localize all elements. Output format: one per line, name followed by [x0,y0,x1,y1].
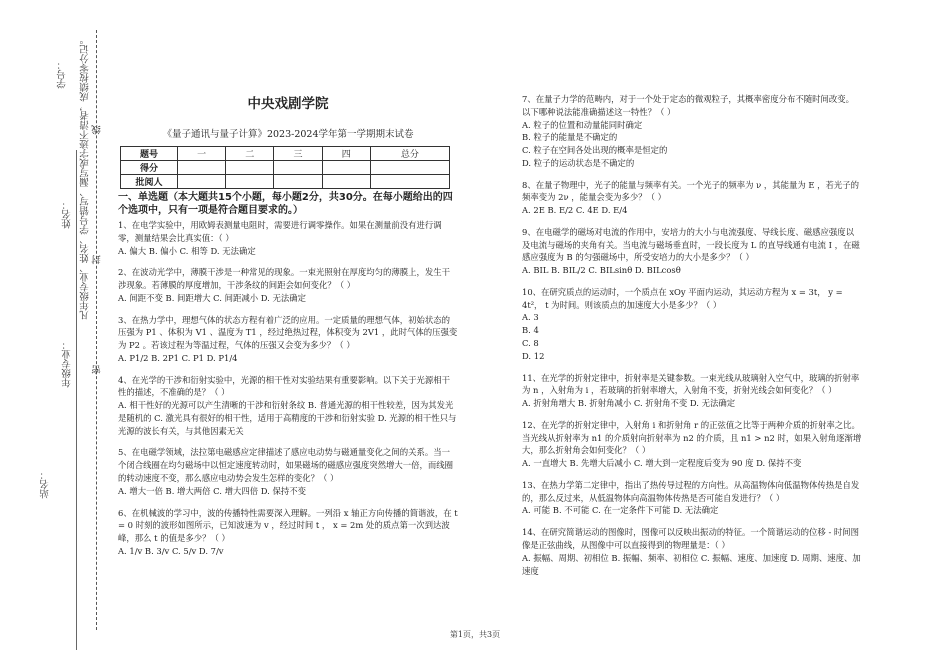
question-6 [118,507,458,558]
question-stem: 5、在电磁学领域，法拉第电磁感应定律描述了感应电动势与磁通量变化之间的关系。当一个闭合线圈在均匀磁场中以恒定速度转动时，如果磁场的磁感应强度突然增大一倍，而线圈的转动速度不变，那么感应电动势会发生怎样的变化？（ ） [118,447,453,484]
score-table-header-row [121,147,450,161]
score-cell [274,161,322,175]
question-options: A. 一直增大 B. 先增大后减小 C. 增大到一定程度后变为 90 度 D. 保持不变 [522,458,802,469]
score-cell [226,161,274,175]
binding-line-label-3: 密 [92,365,103,375]
question-options: A. 振幅、周期、初相位 B. 振幅、频率、初相位 C. 振幅、速度、加速度 D. 周期、速度、加速度 [522,552,861,576]
page-footer: 第1页，共3页 [449,630,501,639]
question-3 [118,314,458,365]
question-option: B. 粒子的能量是不确定的 [522,132,618,143]
score-table-row [121,175,450,189]
question-stem: 4、在光学的干涉和衍射实验中，光源的相干性对实验结果有重要影响。以下关于光源相干性的描述，不准确的是？（ ） [118,374,450,398]
question-option: C. 粒子在空间各处出现的概率是恒定的 [522,145,668,156]
question-stem: 14、在研究简谐运动的图像时，图像可以反映出振动的特征。一个简谐运动的位移 - 时间图像是正弦曲线，从图像中可以直接得到的物理量是：（ ） [522,527,860,550]
exam-title: 《量子通讯与量子计算》2023-2024学年第一学期期末试卷 [162,129,414,140]
student-id-label: 学号： [57,60,68,89]
right-column [522,93,862,586]
name-field-label: 姓名： [62,200,73,229]
score-header-cell: 三 [274,147,322,161]
score-header-cell: 二 [226,147,274,161]
question-options: A. 可能 B. 不可能 C. 在一定条件下可能 D. 无法确定 [522,505,719,516]
question-5 [118,446,458,497]
question-option: C. 8 [522,338,539,349]
score-header-cell: 题号 [121,147,178,161]
question-7 [522,93,862,170]
score-cell [274,175,322,189]
major-field-label: 年级专业： [62,340,73,388]
question-options: A. 折射角增大 B. 折射角减小 C. 折射角不变 D. 无法确定 [522,398,736,409]
school-name: 中央戏剧学院 [247,96,329,112]
question-options: A. 间距不变 B. 间距增大 C. 间距减小 D. 无法确定 [118,292,307,303]
binding-solid-line [76,150,77,650]
question-11 [522,372,862,410]
question-stem: 7、在量子力学的范畴内，对于一个处于定态的微观粒子，其概率密度分布不随时间改变。以下哪种说法能准确描述这一特性？（ ） [522,94,854,117]
question-options: A. 增大一倍 B. 增大两倍 C. 增大四倍 D. 保持不变 [118,485,307,496]
question-14 [522,526,862,577]
question-stem: 10、在研究质点的运动时，一个质点在 xOy 平面内运动，其运动方程为 x = 3t， y = 4t²， t 为时间。则该质点的加速度大小是多少？（ ） [522,286,843,310]
score-row-label: 得分 [121,161,178,175]
question-options: A. BIL B. BIL/2 C. BILsinθ D. BILcosθ [522,265,681,276]
question-stem: 1、在电学实验中，用欧姆表测量电阻时，需要进行调零操作。如果在测量前没有进行调零，测量结果会比真实值：（ ） [118,220,442,243]
question-option: A. 3 [522,312,539,323]
question-option: A. 粒子的位置和动量能同时确定 [522,119,643,130]
question-8 [522,179,862,217]
score-cell [370,175,449,189]
question-options: A. 1/v B. 3/v C. 5/v D. 7/v [118,545,224,556]
question-options: A. 偏大 B. 偏小 C. 相等 D. 无法确定 [118,245,256,256]
question-stem: 3、在热力学中，理想气体的状态方程有着广泛的应用。一定质量的理想气体，初始状态的压强为 P1 、体积为 V1 、温度为 T1 ，经过绝热过程，体积变为 2V1 ，此时气体的压强变为 P2 。若该过程为等温过程，气体的压强又会变为多少？（ ） [118,314,458,351]
score-cell [322,161,370,175]
question-options: A. 2E B. E/2 C. 4E D. E/4 [522,205,628,216]
question-stem: 11、在光学的折射定律中，折射率是关键参数。一束光线从玻璃射入空气中，玻璃的折射率为 n ，入射角为 i ，若玻璃的折射率增大，入射角不变，折射光线会如何变化？（ ） [522,372,860,396]
score-cell [370,161,449,175]
question-options: A. P1/2 B. 2P1 C. P1 D. P1/4 [118,352,238,363]
question-1 [118,219,458,257]
question-option: D. 粒子的运动状态是不确定的 [522,157,635,168]
question-stem: 13、在热力学第二定律中，指出了热传导过程的方向性。从高温物体向低温物体传热是自发的，那么反过来，从低温物体向高温物体传热是否可能自发进行？（ ） [522,479,860,503]
binding-line-label-1: 线 [92,125,103,135]
score-header-cell: 四 [322,147,370,161]
score-header-cell: 总分 [370,147,449,161]
question-4 [118,374,458,438]
score-table [120,146,450,189]
question-options: A. 相干性好的光源可以产生清晰的干涉和衍射条纹 B. 普通光源的相干性较差，因为其发光是随机的 C. 激光具有很好的相干性，适用于高精度的干涉和衍射实验 D. 光源的相干性只与光源的波长有关，与其他因素无关 [118,400,457,436]
question-option: B. 4 [522,325,539,336]
score-row-label: 批阅人 [121,175,178,189]
question-13 [522,479,862,517]
binding-dashed-line [96,30,97,630]
score-cell [322,175,370,189]
question-12 [522,419,862,470]
binding-line-label-2: 封 [92,255,103,265]
score-cell [178,175,226,189]
left-column [118,92,458,567]
section-heading: 一、单选题（本大题共15个小题，每小题2分，共30分。在每小题给出的四个选项中，只有一项是符合题目要求的。） [118,192,453,216]
question-stem: 9、在电磁学的磁场对电流的作用中，安培力的大小与电流强度、导线长度、磁感应强度以及电流与磁场的夹角有关。当电流与磁场垂直时，一段长度为 L 的直导线通有电流 I ，在磁感应强度为 B 的匀强磁场中，所受安培力的大小是多少？（ ） [522,226,860,263]
binding-strip [0,0,108,672]
question-stem: 8、在量子物理中，光子的能量与频率有关。一个光子的频率为 ν ，其能量为 E ，若光子的频率变为 2ν ，能量会变为多少？（ ） [522,179,860,203]
score-cell [226,175,274,189]
score-table-row [121,161,450,175]
question-10 [522,286,862,363]
score-cell [178,161,226,175]
question-stem: 2、在波动光学中，薄膜干涉是一种常见的现象。一束光照射在厚度均匀的薄膜上，发生干涉现象。若薄膜的厚度增加，干涉条纹的间距会如何变化？（ ） [118,267,450,291]
question-stem: 6、在机械波的学习中，波的传播特性需要深入理解。一列沿 x 轴正方向传播的简谐波，在 t = 0 时刻的波形如图所示，已知波速为 v ，经过时间 t ， x = 2m 处的质点第一次到达波峰，那么 t 的值是多少？（ ） [118,507,458,544]
question-option: D. 12 [522,350,545,361]
binding-warning-text: 凡年级专业、姓名、学号错写、漏写或字迹不清者，成绩按零分记。 [80,35,91,320]
question-2 [118,266,458,304]
station-field-label: 站名： [40,470,51,499]
question-9 [522,226,862,277]
score-header-cell: 一 [178,147,226,161]
question-stem: 12、在光学的折射定律中，入射角 i 和折射角 r 的正弦值之比等于两种介质的折射率之比。当光线从折射率为 n1 的介质射向折射率为 n2 的介质，且 n1 > n2 时，如果入射角逐渐增大，那么折射角会如何变化？（ ） [522,419,862,456]
